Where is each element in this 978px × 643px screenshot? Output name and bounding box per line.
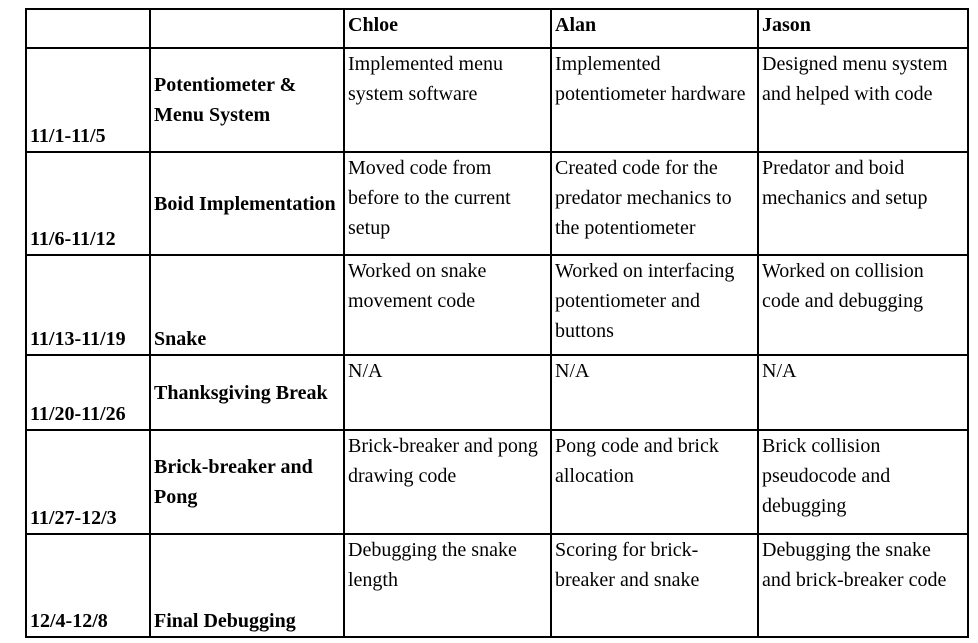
topic-cell: Potentiometer & Menu System — [150, 48, 344, 152]
task-cell-alan: Scoring for brick-breaker and snake — [551, 534, 758, 637]
table-row — [26, 430, 968, 534]
header-member-alan: Alan — [551, 9, 758, 48]
date-cell: 11/20-11/26 — [26, 355, 150, 430]
task-cell-alan: Created code for the predator mechanics to the potentiometer — [551, 152, 758, 255]
header-row — [26, 9, 968, 48]
task-cell-alan: N/A — [551, 355, 758, 430]
date-cell: 11/1-11/5 — [26, 48, 150, 152]
table-row — [26, 355, 968, 430]
header-member-jason: Jason — [758, 9, 968, 48]
task-cell-jason: Brick collision pseudocode and debugging — [758, 430, 968, 534]
date-cell: 11/27-12/3 — [26, 430, 150, 534]
task-cell-jason: Debugging the snake and brick-breaker code — [758, 534, 968, 637]
date-cell: 11/6-11/12 — [26, 152, 150, 255]
task-cell-alan: Pong code and brick allocation — [551, 430, 758, 534]
task-cell-chloe: Brick-breaker and pong drawing code — [344, 430, 551, 534]
topic-cell: Boid Implementation — [150, 152, 344, 255]
header-member-chloe: Chloe — [344, 9, 551, 48]
table-row — [26, 152, 968, 255]
topic-cell: Snake — [150, 255, 344, 355]
topic-cell: Thanksgiving Break — [150, 355, 344, 430]
task-cell-alan: Worked on interfacing potentiometer and buttons — [551, 255, 758, 355]
table-row — [26, 255, 968, 355]
topic-cell: Brick-breaker and Pong — [150, 430, 344, 534]
task-cell-chloe: Moved code from before to the current setup — [344, 152, 551, 255]
header-topic-cell — [150, 9, 344, 48]
task-cell-alan: Implemented potentiometer hardware — [551, 48, 758, 152]
task-cell-jason: N/A — [758, 355, 968, 430]
task-cell-chloe: Implemented menu system software — [344, 48, 551, 152]
table-row — [26, 48, 968, 152]
task-cell-jason: Predator and boid mechanics and setup — [758, 152, 968, 255]
schedule-table — [25, 8, 969, 638]
table-row — [26, 534, 968, 637]
date-cell: 11/13-11/19 — [26, 255, 150, 355]
task-cell-chloe: Worked on snake movement code — [344, 255, 551, 355]
task-cell-jason: Designed menu system and helped with code — [758, 48, 968, 152]
task-cell-jason: Worked on collision code and debugging — [758, 255, 968, 355]
topic-cell: Final Debugging — [150, 534, 344, 637]
task-cell-chloe: N/A — [344, 355, 551, 430]
header-date-cell — [26, 9, 150, 48]
date-cell: 12/4-12/8 — [26, 534, 150, 637]
task-cell-chloe: Debugging the snake length — [344, 534, 551, 637]
